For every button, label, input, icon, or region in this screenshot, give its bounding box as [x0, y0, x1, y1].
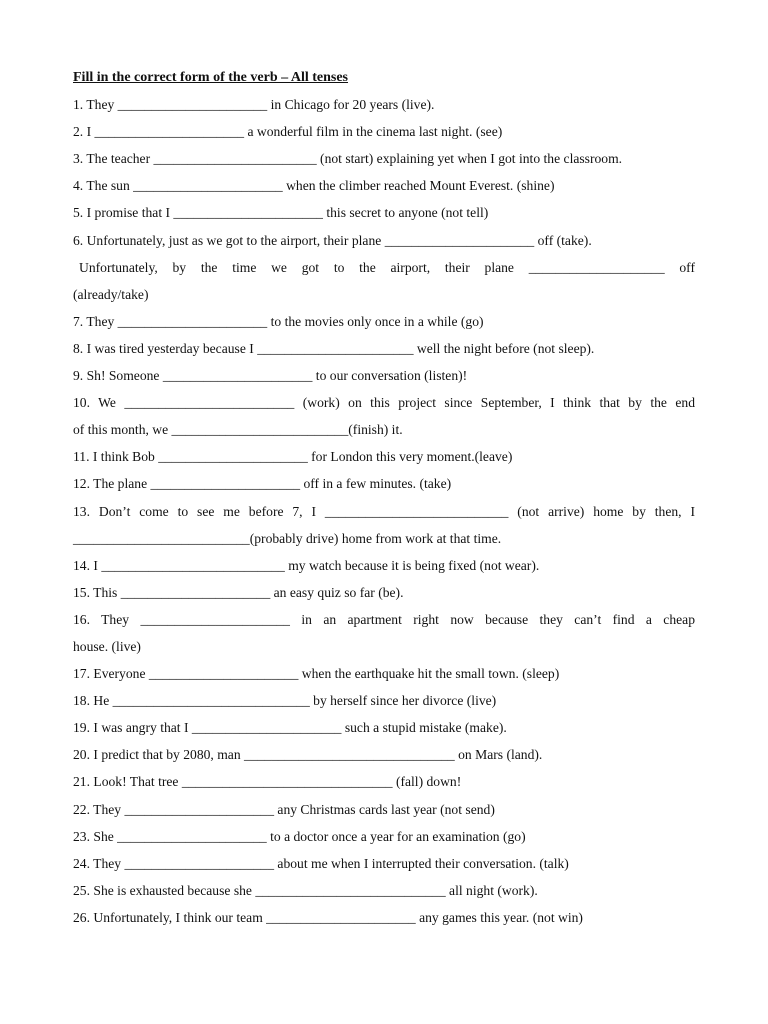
exercise-line: 21. Look! That tree _______________________________ (fall) down!	[73, 774, 462, 790]
exercise-line: 26. Unfortunately, I think our team ______________________ any games this year. (not win)	[73, 909, 583, 925]
exercise-line: 24. They ______________________ about me when I interrupted their conversation. (talk)	[73, 855, 569, 871]
exercise-line: 25. She is exhausted because she ____________________________ all night (work).	[73, 882, 538, 898]
exercise-line: 19. I was angry that I ______________________ such a stupid mistake (make).	[73, 720, 507, 736]
exercise-line: 15. This ______________________ an easy quiz so far (be).	[73, 584, 404, 600]
exercise-line: 14. I ___________________________ my watch because it is being fixed (not wear).	[73, 557, 540, 573]
exercise-line: of this month, we __________________________(finish) it.	[73, 422, 403, 438]
exercise-line: __________________________(probably drive) home from work at that time.	[73, 530, 502, 546]
exercise-line: 20. I predict that by 2080, man _______________________________ on Mars (land).	[73, 747, 543, 763]
exercise-line: 1. They ______________________ in Chicago for 20 years (live).	[73, 97, 435, 113]
worksheet	[73, 64, 695, 931]
exercise-line: 10. We _________________________ (work) on this project since September, I think that by the end	[73, 395, 695, 411]
exercise-line: 12. The plane ______________________ off in a few minutes. (take)	[73, 476, 452, 492]
exercise-line: 16. They ______________________ in an apartment right now because they can’t find a cheap	[73, 611, 695, 627]
exercise-line: 4. The sun ______________________ when the climber reached Mount Everest. (shine)	[73, 178, 555, 194]
exercise-line: 6. Unfortunately, just as we got to the airport, their plane ______________________ off (take).	[73, 232, 592, 248]
exercise-line: 17. Everyone ______________________ when the earthquake hit the small town. (sleep)	[73, 666, 560, 682]
exercise-line: 3. The teacher ________________________ (not start) explaining yet when I got into the classroom.	[73, 151, 623, 167]
exercise-line: 22. They ______________________ any Christmas cards last year (not send)	[73, 801, 495, 817]
exercise-line: Unfortunately, by the time we got to the airport, their plane ____________________ off	[79, 259, 695, 275]
exercise-line: (already/take)	[73, 286, 149, 302]
exercise-list	[73, 91, 695, 931]
worksheet-title: Fill in the correct form of the verb – All tenses	[73, 70, 349, 85]
exercise-line: house. (live)	[73, 638, 141, 654]
exercise-line: 13. Don’t come to see me before 7, I ___________________________ (not arrive) home by then, I	[73, 503, 695, 519]
exercise-line: 18. He _____________________________ by herself since her divorce (live)	[73, 693, 497, 709]
exercise-line: 9. Sh! Someone ______________________ to our conversation (listen)!	[73, 368, 468, 384]
exercise-line: 2. I ______________________ a wonderful film in the cinema last night. (see)	[73, 124, 503, 140]
exercise-line: 23. She ______________________ to a doctor once a year for an examination (go)	[73, 828, 526, 844]
exercise-line: 11. I think Bob ______________________ for London this very moment.(leave)	[73, 449, 513, 465]
exercise-line: 7. They ______________________ to the movies only once in a while (go)	[73, 313, 484, 329]
exercise-line: 8. I was tired yesterday because I _______________________ well the night before (not sleep).	[73, 340, 595, 356]
exercise-line: 5. I promise that I ______________________ this secret to anyone (not tell)	[73, 205, 489, 221]
